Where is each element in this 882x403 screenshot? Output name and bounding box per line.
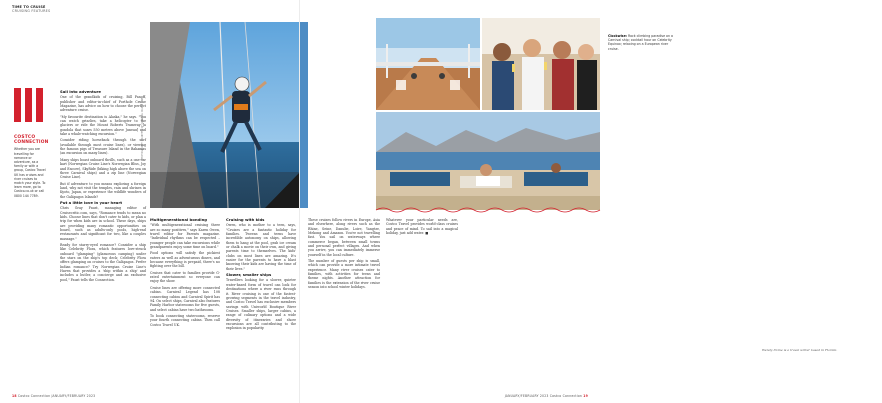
paragraph: Owen, who is mother to a teen, says, "Cruises are a fantastic holiday for families. Tweens and teens have incredible autonomy on ships, allowing them to hang at the pool, grab ice cream or chalk a movie on their own, and giving parents time to themselves. The kids' clubs on most lines are amazing. It's easier for the parents to have a blast knowing their kids are having the time of their lives." bbox=[226, 223, 296, 271]
left-page bbox=[0, 0, 300, 403]
stripe bbox=[25, 88, 32, 122]
river-cruise-illustration bbox=[376, 112, 600, 210]
paragraph: To book connecting staterooms, reserve your fourth connecting cabins. Then call Costco Travel UK. bbox=[150, 313, 220, 327]
paragraph: Ready for starry-eyed romance? Consider a ship like Celebrity Flora, which features love-struck onboard "glamping" (glamorous camping) under the stars on the ship's top deck; Celebrity Flora offers glamping on cruises to the Galápagos. Prefer Indian romance? Try Norwegian Cruise Line's Haven that provides a 'ship within a ship' and includes a butler, a concierge and an exclusive pool," Faust tells the Connection. bbox=[60, 243, 146, 282]
folio-right bbox=[505, 394, 588, 398]
folio-right-text: JANUARY/FEBRUARY 2023 Costco Connection bbox=[504, 394, 583, 398]
paragraph: Food options will satisfy the pickiest eaters as well as adventurous diners, and because everything is prepaid, there's no fighting over the bill. bbox=[150, 251, 220, 269]
page-number-left: 18 bbox=[12, 394, 17, 398]
section-title: TIME TO CRUISE bbox=[12, 5, 46, 9]
folio-left-text: Costco Connection JANUARY/FEBRUARY 2023 bbox=[17, 394, 96, 398]
paragraph: The number of guests per ship is small, which can provide a more intimate travel experience. Many river cruises cater to families, with activities for teens and theme nights. Another attraction for families is the extension of the river cruise season into school winter holidays. bbox=[308, 259, 380, 290]
article-column-2 bbox=[150, 218, 220, 329]
people-illustration bbox=[482, 18, 600, 110]
folio-left bbox=[12, 394, 95, 398]
paragraph: Many ships boast onboard thrills, such as a one-car kart (Norwegian Cruise Line's Norwegian Bliss, Joy and Encore), SkyRide (biking high above the sea on three Carnival ships) and a zip line (Norwegian Cruise Line). bbox=[60, 157, 146, 180]
rock-climbing-illustration bbox=[150, 22, 300, 208]
heading-slower-smaller-ships: Slower, smaller ships bbox=[226, 272, 272, 278]
heading-sail-into-adventure: Sail into adventure bbox=[60, 89, 101, 94]
paragraph: Chris Gray Faust, managing editor of Cruisecritic.com, says, "Romance tends to mean no kids. Choose lines that don't cater to kids, or plan a trip for when kids are in school. These days, ships are providing many romantic opportunities on board, such as adults-only pools, high-end restaurants and significant for two, like a couples massage." bbox=[60, 206, 146, 241]
caption-text: Rock climbing paradise on a Carnival ship; cocktail hour on Celebrity Equinox; relaxing on a European river cruise. bbox=[608, 34, 673, 51]
paragraph: Cruise lines are offering more connected cabins. Carnival Legend has 108 connecting cabins and Carnival Spirit has 94. On select ships, Carnival also features Family Harbor staterooms for five guests, and select cabins have two bathrooms. bbox=[150, 285, 220, 312]
article-column-4 bbox=[308, 218, 380, 292]
cocktail-deck-photo bbox=[376, 18, 480, 110]
decorative-stripes bbox=[14, 88, 52, 122]
toasting-people-photo bbox=[482, 18, 600, 110]
paragraph: But if adventure to you means exploring a foreign land, why not visit the temples, rain and shrines in Kyoto, Japan, or experience the wildlife wonders of the Galápagos Islands? bbox=[60, 181, 146, 199]
paragraph: "With multigenerational cruising there are so many positives," says Karen Owen, travel editor for Parents magazine. "Individual rhythms can be respected – younger people can take excursions while grandparents enjoy some time on board." bbox=[150, 223, 220, 250]
heading-multigenerational-bonding: Multigenerational bonding bbox=[150, 217, 207, 222]
article-column-3 bbox=[226, 218, 296, 333]
right-page bbox=[300, 0, 838, 403]
ocean-illustration bbox=[300, 22, 308, 208]
costco-connection-sidebar bbox=[14, 135, 49, 198]
rock-climbing-photo bbox=[150, 22, 300, 208]
paragraph: Cruises that cater to families provide G-rated entertainment so everyone can enjoy the show. bbox=[150, 270, 220, 284]
photo-caption bbox=[608, 34, 674, 51]
river-cruise-photo bbox=[376, 112, 600, 210]
paragraph: One of the grandkids of cruising, Bill Panoff, publisher and editor-in-chief of Porthole Cruise Magazine, has advice on how to choose the perfect adventure cruise. bbox=[60, 95, 146, 113]
ship-deck-illustration bbox=[376, 18, 480, 110]
sidebar-title: COSTCO CONNECTION bbox=[14, 135, 49, 146]
wave-divider bbox=[376, 206, 600, 214]
paragraph: These cruises follow rivers in Europe, Asia and elsewhere, along rivers such as the Rhine, Seine, Danube, Loire, Yangtze, Mekong and Amazon. You're not travelling fast. You sail on waterways where commerce began, between small towns and personal perfect villages. And when you arrive, you can immediately immerse yourself in the local culture. bbox=[308, 218, 380, 257]
photo-credit: PHOTOGRAPHY: COURTESY OF CARNIVAL CRUISE LINE bbox=[141, 97, 144, 160]
sidebar-text: Whether you are travelling for romance or adventure, as a family or with a group, Costco Travel UK has cruises and river cruises to match your style. To learn more, go to Costco.co.uk or call 0800 144 7789. bbox=[14, 147, 46, 198]
paragraph: "My favourite destination is Alaska," he says. "You can watch grizzlies, take a helicopter to the glaciers or ride the Mount Roberts Tramway [a gondola that soars 550 metres above Juneau] and take a whale-watching excursion." bbox=[60, 114, 146, 137]
paragraph: Consider riding horseback through the surf (available through most cruise lines), or viewing the famous pigs of Treasure Island in the Bahamas (an excursion on many lines). bbox=[60, 138, 146, 156]
paragraph: Travellers looking for a slower, quieter water-based form of travel can look for destinations where a river runs through it. River cruising is one of the fastest-growing segments in the travel industry, and Costco Travel has exclusive members savings with Uniworld Boutique River Cruises. Smaller ships, larger cabins, a range of culinary options and a wide diversity of itineraries and shore excursions are all contributing to the explosion in popularity. bbox=[226, 278, 296, 331]
heading-put-a-little-love: Put a little love in your heart bbox=[60, 199, 123, 205]
section-subtitle: CRUISING FEATURES bbox=[12, 9, 51, 14]
article-column-5 bbox=[386, 218, 458, 237]
caption-lead: Clockwise: bbox=[608, 34, 628, 38]
stripe bbox=[14, 88, 21, 122]
article-column-1 bbox=[60, 90, 146, 284]
wave-line bbox=[376, 206, 600, 214]
heading-cruising-with-kids: Cruising with kids bbox=[226, 217, 265, 222]
author-footnote: Wendy Irvine is a travel writer based in Florida. bbox=[762, 348, 838, 352]
page-number-right: 19 bbox=[583, 394, 588, 398]
section-header bbox=[12, 5, 50, 14]
paragraph: Whatever your particular needs are, Costco Travel provides world-class cruises and peace of mind. To sail into a magical holiday, just add water. ■ bbox=[386, 218, 458, 236]
ocean-photo bbox=[300, 22, 308, 208]
stripe bbox=[36, 88, 43, 122]
